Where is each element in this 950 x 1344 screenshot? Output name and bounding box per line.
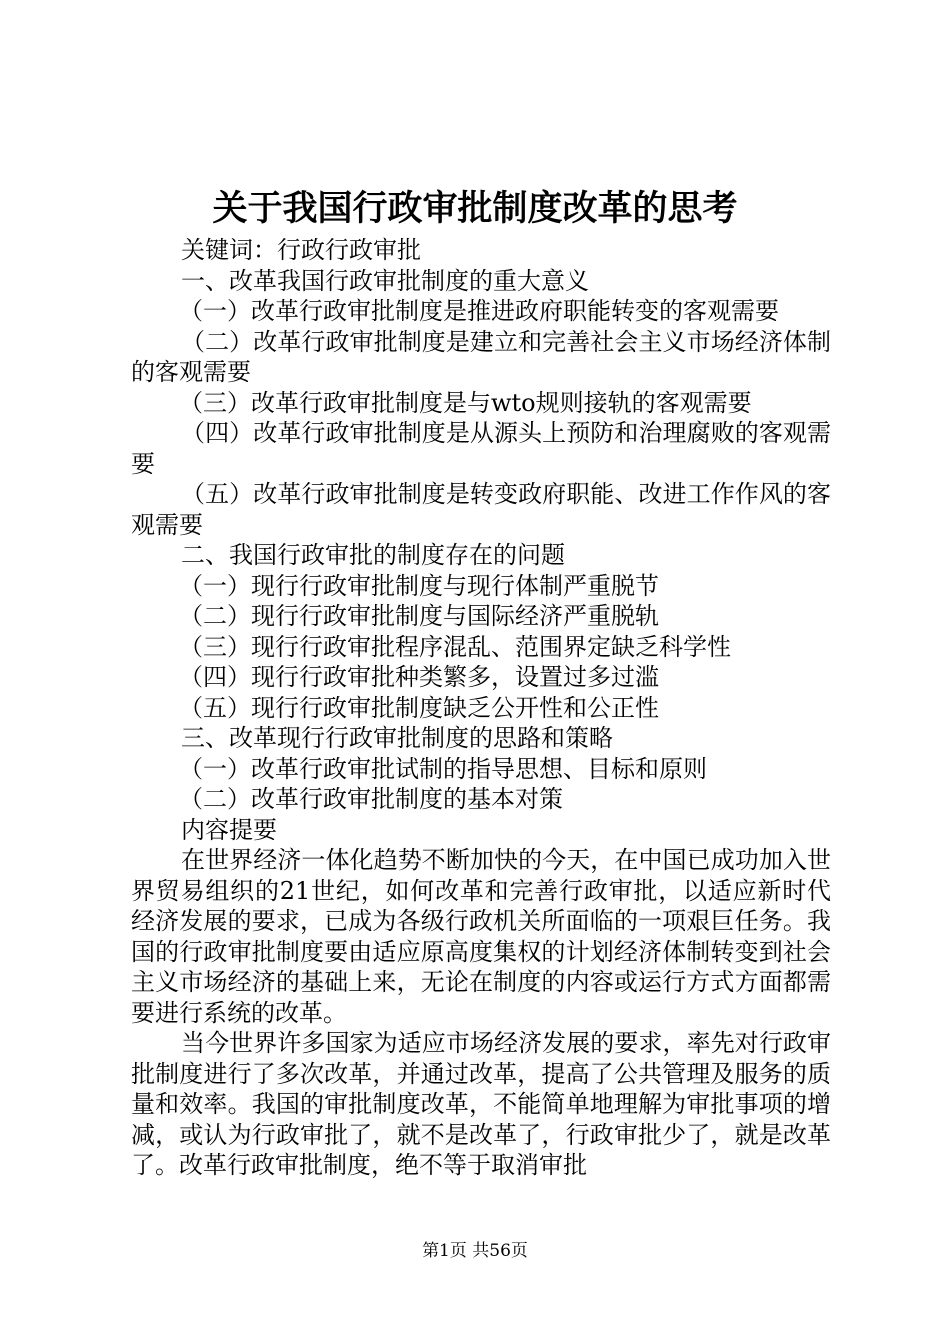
section-heading: 一、改革我国行政审批制度的重大意义	[181, 266, 589, 295]
subsection-heading: （四）改革行政审批制度是从源头上预防和治理腐败的客观需要	[131, 419, 831, 478]
subsection-heading: （五）改革行政审批制度是转变政府职能、改进工作作风的客观需要	[131, 480, 831, 539]
subsection-heading: （一）现行行政审批制度与现行体制严重脱节	[179, 571, 659, 600]
subsection-heading: （一）改革行政审批试制的指导思想、目标和原则	[179, 754, 707, 783]
keywords-line: 关键词：行政行政审批	[181, 236, 421, 264]
document-body	[131, 235, 831, 1181]
section-heading: 二、我国行政审批的制度存在的问题	[181, 541, 565, 569]
page-title: 关于我国行政审批制度改革的思考	[212, 188, 738, 229]
body-paragraph: 当今世界许多国家为适应市场经济发展的要求，率先对行政审批制度进行了多次改革，并通过改革，提高了公共管理及服务的质量和效率。我国的审批制度改革，不能简单地理解为审批事项的增减，或认为行政审批了，就不是改革了，行政审批少了，就是改革了。改革行政审批制度，绝不等于取消审批	[131, 1029, 831, 1179]
subsection-heading: （三）现行行政审批程序混乱、范围界定缺乏科学性	[179, 632, 731, 661]
body-paragraph: 在世界经济一体化趋势不断加快的今天，在中国已成功加入世界贸易组织的21世纪，如何改革和完善行政审批，以适应新时代经济发展的要求，已成为各级行政机关所面临的一项艰巨任务。我国的行政审批制度要由适应原高度集权的计划经济体制转变到社会主义市场经济的基础上来，无论在制度的内容或运行方式方面都需要进行系统的改革。	[131, 846, 831, 1027]
subsection-heading: （四）现行行政审批种类繁多，设置过多过滥	[179, 663, 659, 691]
subsection-heading: （一）改革行政审批制度是推进政府职能转变的客观需要	[179, 297, 779, 325]
subsection-heading: （三）改革行政审批制度是与wto规则接轨的客观需要	[179, 388, 752, 417]
abstract-heading: 内容提要	[181, 815, 277, 844]
subsection-heading: （二）现行行政审批制度与国际经济严重脱轨	[179, 602, 659, 630]
section-heading: 三、改革现行行政审批制度的思路和策略	[181, 724, 613, 752]
subsection-heading: （五）现行行政审批制度缺乏公开性和公正性	[179, 693, 659, 722]
subsection-heading: （二）改革行政审批制度是建立和完善社会主义市场经济体制的客观需要	[131, 327, 831, 386]
page-footer: 第1页 共56页	[422, 1241, 528, 1261]
subsection-heading: （二）改革行政审批制度的基本对策	[179, 785, 563, 813]
